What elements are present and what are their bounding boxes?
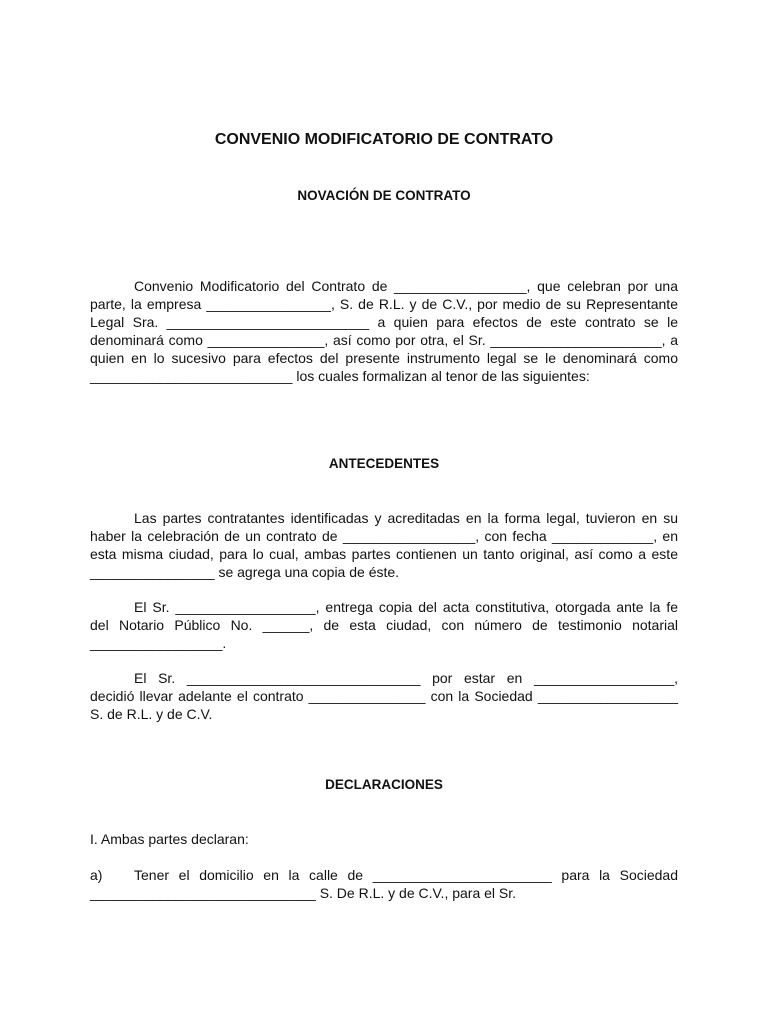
antecedentes-paragraph-1: Las partes contratantes identificadas y acreditadas en la forma legal, tuvieron en su haber la celebración de un contrato de _________________, con fecha _____________, en esta misma ciudad, para lo cual, ambas partes contienen un tanto original, así como a este ________________ se agrega una copia de éste. [90, 510, 678, 580]
declaraciones-heading: DECLARACIONES [325, 777, 443, 792]
antecedentes-heading: ANTECEDENTES [328, 456, 440, 471]
document-title: CONVENIO MODIFICATORIO DE CONTRATO [214, 131, 554, 148]
item-a-label: a) [90, 867, 103, 883]
declaraciones-item-a [90, 866, 678, 902]
document-subtitle: NOVACIÓN DE CONTRATO [297, 188, 471, 203]
item-a-text: Tener el domicilio en la calle de _______________________ para la Sociedad _____________________________ S. De R.L. y de C.V., para el Sr. [90, 867, 678, 901]
antecedentes-paragraph-2: El Sr. __________________, entrega copia del acta constitutiva, otorgada ante la fe del Notario Público No. ______, de esta ciudad, con número de testimonio notarial _________________. [90, 599, 678, 651]
intro-paragraph: Convenio Modificatorio del Contrato de _________________, que celebran por una parte, la empresa ________________, S. de R.L. y de C.V., por medio de su Representante Legal Sra. __________________________ a quien para efectos de este contrato se le denominará como _______________, así como por otra, el Sr. ______________________, a quien en lo sucesivo para efectos del presente instrumento legal se le denominará como __________________________ los cuales formalizan al tenor de las siguientes: [90, 278, 678, 384]
declaraciones-item-1: I. Ambas partes declaran: [90, 831, 249, 847]
antecedentes-paragraph-3: El Sr. ______________________________ por estar en __________________, decidió llevar adelante el contrato _______________ con la Sociedad __________________ S. de R.L. y de C.V. [90, 670, 678, 722]
